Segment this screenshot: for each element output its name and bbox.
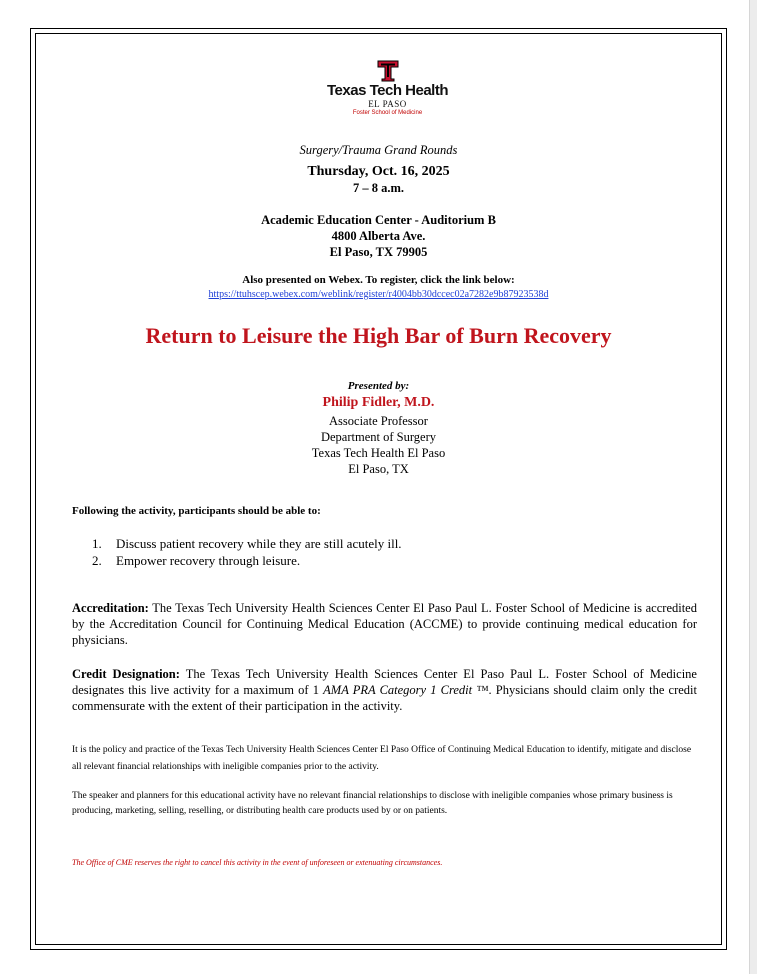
credit-designation xyxy=(72,666,697,714)
event-venue xyxy=(36,212,721,260)
event-series: Surgery/Trauma Grand Rounds xyxy=(299,143,458,157)
credit-text-before: The Texas Tech University Health Sciences Center El Paso Paul L. Foster School of Medicine designates this live activity for a maximum of 1 xyxy=(72,667,697,697)
logo-city: EL PASO xyxy=(368,99,407,109)
credit-label: Credit Designation: xyxy=(72,667,180,681)
objective-text: Discuss patient recovery while they are still acutely ill. xyxy=(116,536,402,551)
cme-policy: It is the policy and practice of the Texas Tech University Health Sciences Center El Paso Office of Continuing Medical Education to identify, mitigate and disclose all relevant financial relationships with ineligible companies prior to the activity. xyxy=(72,745,692,772)
webex-note: Also presented on Webex. To register, click the link below: xyxy=(242,274,515,286)
presenter-name: Philip Fidler, M.D. xyxy=(322,395,435,410)
objective-text: Empower recovery through leisure. xyxy=(116,553,301,568)
objective-item xyxy=(92,552,402,569)
presenter-institution: Texas Tech Health El Paso xyxy=(311,446,446,460)
cancellation-notice: The Office of CME reserves the right to cancel this activity in the event of unforeseen or extenuating circumstances. xyxy=(72,858,443,867)
double-t-logo-icon xyxy=(377,60,399,82)
credit-text-after: . Physicians should claim only the credit commensurate with the extent of their participation in the activity. xyxy=(72,683,698,713)
venue-line-2: 4800 Alberta Ave. xyxy=(331,229,426,243)
presenter-role: Associate Professor xyxy=(329,414,428,428)
event-date: Thursday, Oct. 16, 2025 xyxy=(307,164,450,179)
disclosure-statement: The speaker and planners for this educational activity have no relevant financial relationships to disclose with ineligible companies whose primary business is producing, marketing, selling, reselling, or distributing health care products used by or on patients. xyxy=(72,791,673,816)
window-edge xyxy=(749,0,757,974)
logo-school: Foster School of Medicine xyxy=(352,110,423,116)
presented-by-label: Presented by: xyxy=(347,380,410,392)
accreditation-statement xyxy=(72,600,697,648)
institution-logo xyxy=(325,60,450,126)
credit-name: AMA PRA Category 1 Credit ™ xyxy=(323,683,489,697)
objective-number: 2. xyxy=(92,553,102,568)
presenter-credentials xyxy=(36,413,721,477)
objectives-heading: Following the activity, participants should be able to: xyxy=(72,505,321,517)
presenter-department: Department of Surgery xyxy=(320,430,436,444)
objective-number: 1. xyxy=(92,536,102,551)
logo-name: Texas Tech Health xyxy=(327,82,448,99)
webex-register-link[interactable]: https://ttuhscep.webex.com/weblink/register/r4004bb30dccec02a7282e9b87923538d xyxy=(208,289,549,300)
objective-item xyxy=(92,535,402,552)
venue-line-3: El Paso, TX 79905 xyxy=(329,245,428,259)
objectives-list xyxy=(92,535,402,569)
presenter-location: El Paso, TX xyxy=(348,462,409,476)
accreditation-label: Accreditation: xyxy=(72,601,149,615)
venue-line-1: Academic Education Center - Auditorium B xyxy=(261,213,496,227)
event-time: 7 – 8 a.m. xyxy=(352,181,405,195)
accreditation-text: The Texas Tech University Health Sciences Center El Paso Paul L. Foster School of Medicine is accredited by the Accreditation Council for Continuing Medical Education (ACCME) to provide continuing medical education for physicians. xyxy=(72,601,697,647)
lecture-title: Return to Leisure the High Bar of Burn Recovery xyxy=(145,323,612,348)
